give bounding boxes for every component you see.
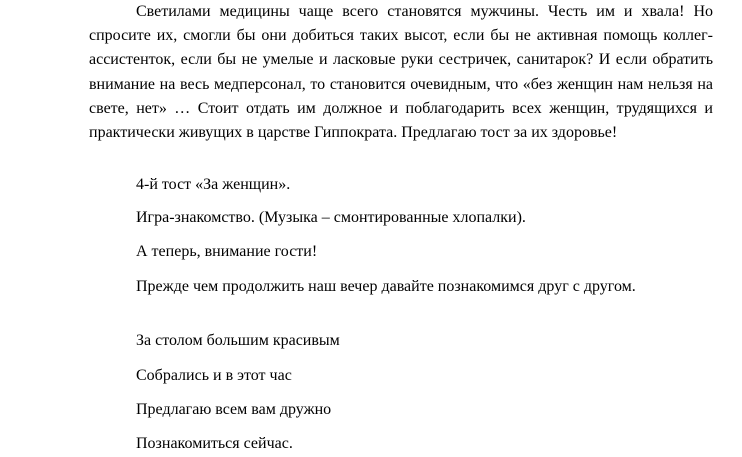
paragraph-game-heading: Игра-знакомство. (Музыка – смонтированные хлопалки). (136, 209, 526, 226)
verse-line-4: Познакомиться сейчас. (136, 435, 293, 452)
verse-line-3: Предлагаю всем вам дружно (136, 401, 332, 418)
paragraph-before-continue: Прежде чем продолжить наш вечер давайте познакомимся друг с другом. (136, 278, 636, 295)
paragraph-intro: Светилами медицины чаще всего становятся мужчины. Честь им и хвала! Но спросите их, смогли бы они добиться таких высот, если бы не активная помощь коллег-ассистенток, если бы не умелые и ласковые руки сестричек, санитарок? И если обратить внимание на весь медперсонал, то становится очевидным, что «без женщин нам нельзя на свете, нет» … Стоит отдать им должное и поблагодарить всех женщин, трудящихся и практически живущих в царстве Гиппократа. Предлагаю тост за их здоровье! (89, 3, 713, 142)
paragraph-attention: А теперь, внимание гости! (136, 243, 318, 260)
verse-line-1: За столом большим красивым (136, 332, 340, 349)
paragraph-toast-heading: 4-й тост «За женщин». (136, 176, 291, 193)
verse-line-2: Собрались и в этот час (136, 367, 292, 384)
